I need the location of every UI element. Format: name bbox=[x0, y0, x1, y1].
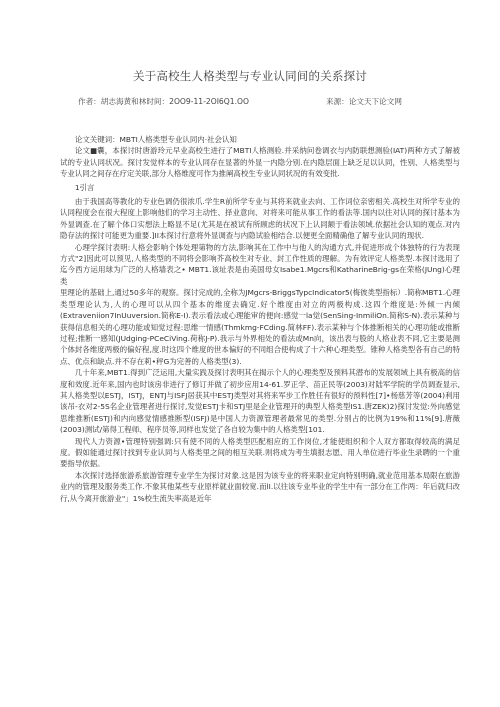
source-line: 来源：论文天下论文网 bbox=[326, 97, 402, 106]
page-title: 关于高校生人格类型与专业认同间的关系探讨 bbox=[133, 69, 367, 83]
body-paragraph: 现代人力资源•管理特别强调:只有使不同的人格类型匹配相应的工作岗位,才能使组织和个人双方都取得较高的满足度。假如能通过探讨找到专业认同与人格类里之间的相互关联.则将成为考生填报志愿、用人单位进行毕业生录聘的一个重要指导依据。 bbox=[60, 436, 460, 469]
body-paragraph: 里理论的基础上,通过50多年的观察。探讨完成的,全称为JMgcrs-BriggsTypcIndicator5(梅彼类型指标）.简称MBT1.心理类型理论认为,人的心理可以从四个基本的维度去确定.好个维度由对立的两极构成.这四个维度是:外倾一内倾(Extraveniion7InUuversion.简称E-I).表示看法或心理能审的便向:感觉一la觉(SenSing-InmiliOn.简称S-N).表示某种与获得信息相关的心理功能或知觉过程:思维一情感(Thmkmg-FCding.简林FF).表示某种与个体推断相关的心理功能或推断过程;推断一感知(JUdging-PCeCiVing.荷称J-P).我示与外界相处的看法或Mn向，该出表与股的人格业表不同,它主要是测个体封各维度两极的偏好程,度.时这四个维度的世本偏好的不同组合使构成了十六种心理类型。锥种人格类型各有自己的特点、优点和缺点.并不存在莉•秤G为完善的人格类型(3). bbox=[60, 288, 460, 366]
meta-line bbox=[78, 96, 460, 107]
body-paragraph: 几十年来,MBT1.得到广泛运用,大量实践及探讨表明其在揭示个人的心理类型及预料其潜布的发展领域上具有极高的信度和效度.近年来,国内也时该房非进行了修订并做了初步应用14-61.罗正学、苗正民等(2003)对陆军学院的学员调查显示,其人格类型以ESTJ，ISTJ，ENTJ与ISFJ居获其中ESTJ类型对其将来军步工作胜任有很好的预料性[7]•杨慈芳等(2004)利用该吊-衣对2-5S名企业管理者进行探讨,发觉ESTJ卡和STJ里是企业管理开的典型人格类型IS1.唐ZEK)2)探讨发觉:外向感觉思维推断(ESTJ)和内向感觉情感推断型(ISFJ)是中国人力资源管理者最常见的类型.分别占的比例为19%和11%[9].唐薇(2003)测试/第得工程师、程序员等,同样也发觉了各自较为集中的人格类型[101. bbox=[60, 368, 460, 435]
keywords-line: 论文关键词：MBTI人格类型专业认同内·社会认知 bbox=[74, 135, 237, 144]
abstract-paragraph: 论文■囊，本探讨时唐游玲元早业高校生进行了MBTI人格测验.并采纳问卷调衣与内防联想测验(IAT)两种方式了解被试的专业认同状况。探讨发觉样本的专业认同存在显著的外显一内隐分别.在内隐层面上缺乏足以认同，性别、人格类型与专业认同之间存在疗定关联,部分人格维度可作为推阐高校生专业认同状况的有效变批. bbox=[60, 146, 460, 179]
section-heading: 1引言 bbox=[74, 182, 95, 192]
author-line: 作者：胡志海黄和林时间：2OO9-11-2OI6Q1.OO bbox=[78, 97, 249, 106]
article-body bbox=[60, 134, 460, 504]
body-paragraph: 心理学探讨表明:人格会影响个体处理第物的方法,影响其在工作中与他人的沟通方式,并促进形成个体独特的行为表现方式"2]因此可以预见,人格类型的不同将会影响芥高校生对专业、封工作性质的理解。为有效评定人格类型.本探讨选用了迄今西方运用球为广泛的人格墙表之• MBT1.该址表是由美国母女Isabe1.Mgcrs和KatharineBrig-gs在荣格(JUng)心理类 bbox=[60, 242, 460, 286]
body-paragraph: 由于我国高等教化的专业色调仍很浓爪.学生R前所学专业与其将来就业去向、工作词位亲密相关.高校生对所学专业的认同程度会在很大程度上影响他们的学习主动性、择业意向、对将来可能从事工作的看法等.国内以往对认同的探讨基本为外显调查.在了解个体口实想法上略显不足(尤其是在被试有所顾虑的状况下上认同额于看法领域.依据社会认知的观点.对内隐存法的探讨可能更为重要.]II本探讨行意将外显调查与内隐试验相结合.以便更全面精确他了解专业认同的现状. bbox=[60, 197, 460, 241]
body-paragraph: 本次探讨选择旅游系旅游管理专业学生为探讨对象.这是因为该专业的将来职业定向特别明确,就业范用基本局限在旅游业内的管理及服务类工作.不象其他某些专业原样就业面较宽.而lI.以往该专业毕业的学生中有一部分在工作两：年后就归改行,从今离开旅游业"」1%校生流失率高是近年 bbox=[60, 470, 460, 503]
